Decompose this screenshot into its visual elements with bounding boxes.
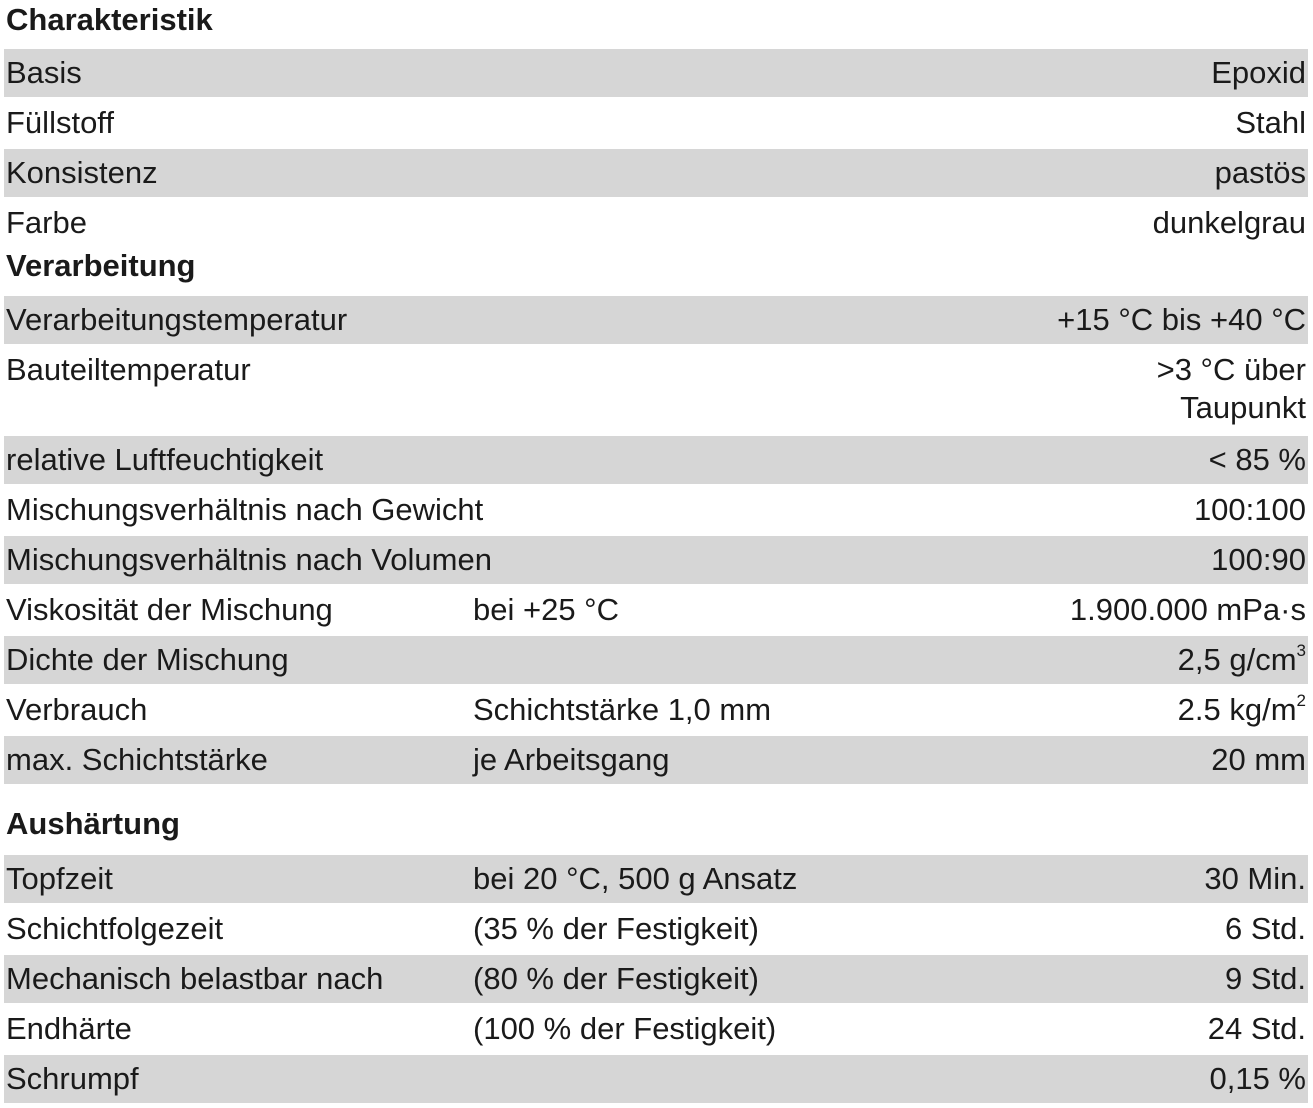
table-row (4, 99, 1308, 147)
row-label: Farbe (6, 205, 87, 240)
row-label: Konsistenz (6, 155, 158, 190)
row-value-superscript: 2 (1296, 690, 1306, 710)
row-value-text: 2.5 kg/m (1177, 692, 1297, 727)
table-row (4, 586, 1308, 634)
table-row (4, 955, 1308, 1003)
row-value: 20 mm (1211, 742, 1306, 777)
table-row (4, 1005, 1308, 1053)
row-label: max. Schichtstärke (6, 742, 268, 777)
row-label: Verbrauch (6, 692, 148, 727)
table-row (4, 536, 1308, 584)
section-title-charakteristik: Charakteristik (6, 2, 213, 37)
row-value-superscript: 3 (1296, 640, 1306, 660)
row-label: Schichtfolgezeit (6, 911, 224, 946)
row-label: Mechanisch belastbar nach (6, 961, 384, 996)
row-value: 24 Std. (1207, 1011, 1306, 1046)
row-value: Epoxid (1211, 55, 1306, 90)
row-label: Dichte der Mischung (6, 642, 289, 677)
row-label: Endhärte (6, 1011, 132, 1046)
table-row (4, 855, 1308, 903)
row-value-line: >3 °C über (1156, 352, 1306, 387)
table-row (4, 1055, 1308, 1103)
row-value (1178, 691, 1306, 729)
row-value-text: 2,5 g/cm (1177, 642, 1297, 677)
table-row (4, 905, 1308, 953)
row-label: Topfzeit (6, 861, 113, 896)
table-row (4, 436, 1308, 484)
row-value: +15 °C bis +40 °C (1057, 302, 1306, 337)
row-condition: (80 % der Festigkeit) (473, 961, 759, 996)
row-value: 100:100 (1193, 492, 1306, 527)
table-row (4, 296, 1308, 344)
row-label: Mischungsverhältnis nach Volumen (6, 542, 492, 577)
row-condition: bei 20 °C, 500 g Ansatz (473, 861, 798, 896)
row-value: 0,15 % (1209, 1061, 1306, 1096)
table-row (4, 486, 1308, 534)
row-value: pastös (1214, 155, 1306, 190)
row-value: < 85 % (1208, 442, 1306, 477)
table-row (4, 686, 1308, 734)
row-label: relative Luftfeuchtigkeit (6, 442, 324, 477)
row-value: Stahl (1235, 105, 1306, 140)
row-condition: je Arbeitsgang (473, 742, 670, 777)
row-value (1178, 641, 1306, 679)
table-row (4, 199, 1308, 247)
table-row (4, 636, 1308, 684)
row-value: 9 Std. (1225, 961, 1306, 996)
row-value: 100:90 (1211, 542, 1306, 577)
row-value: 30 Min. (1204, 861, 1306, 896)
section-title-aushaertung: Aushärtung (6, 806, 180, 841)
row-label: Füllstoff (6, 105, 114, 140)
section-title-verarbeitung: Verarbeitung (6, 248, 196, 283)
row-condition: (100 % der Festigkeit) (473, 1011, 777, 1046)
row-value: 6 Std. (1225, 911, 1306, 946)
row-label: Bauteiltemperatur (6, 352, 251, 387)
row-condition: Schichtstärke 1,0 mm (473, 692, 772, 727)
table-row (4, 736, 1308, 784)
row-value: dunkelgrau (1152, 205, 1306, 240)
row-label: Verarbeitungstemperatur (6, 302, 348, 337)
row-condition: bei +25 °C (473, 592, 619, 627)
table-row (4, 49, 1308, 97)
table-row (4, 149, 1308, 197)
row-label: Basis (6, 55, 82, 90)
row-label: Mischungsverhältnis nach Gewicht (6, 492, 484, 527)
row-label: Viskosität der Mischung (6, 592, 333, 627)
row-value (1157, 351, 1306, 427)
row-label: Schrumpf (6, 1061, 139, 1096)
row-condition: (35 % der Festigkeit) (473, 911, 759, 946)
table-row (4, 346, 1308, 434)
row-value: 1.900.000 mPa·s (1069, 592, 1306, 627)
row-value-line: Taupunkt (1180, 390, 1306, 425)
